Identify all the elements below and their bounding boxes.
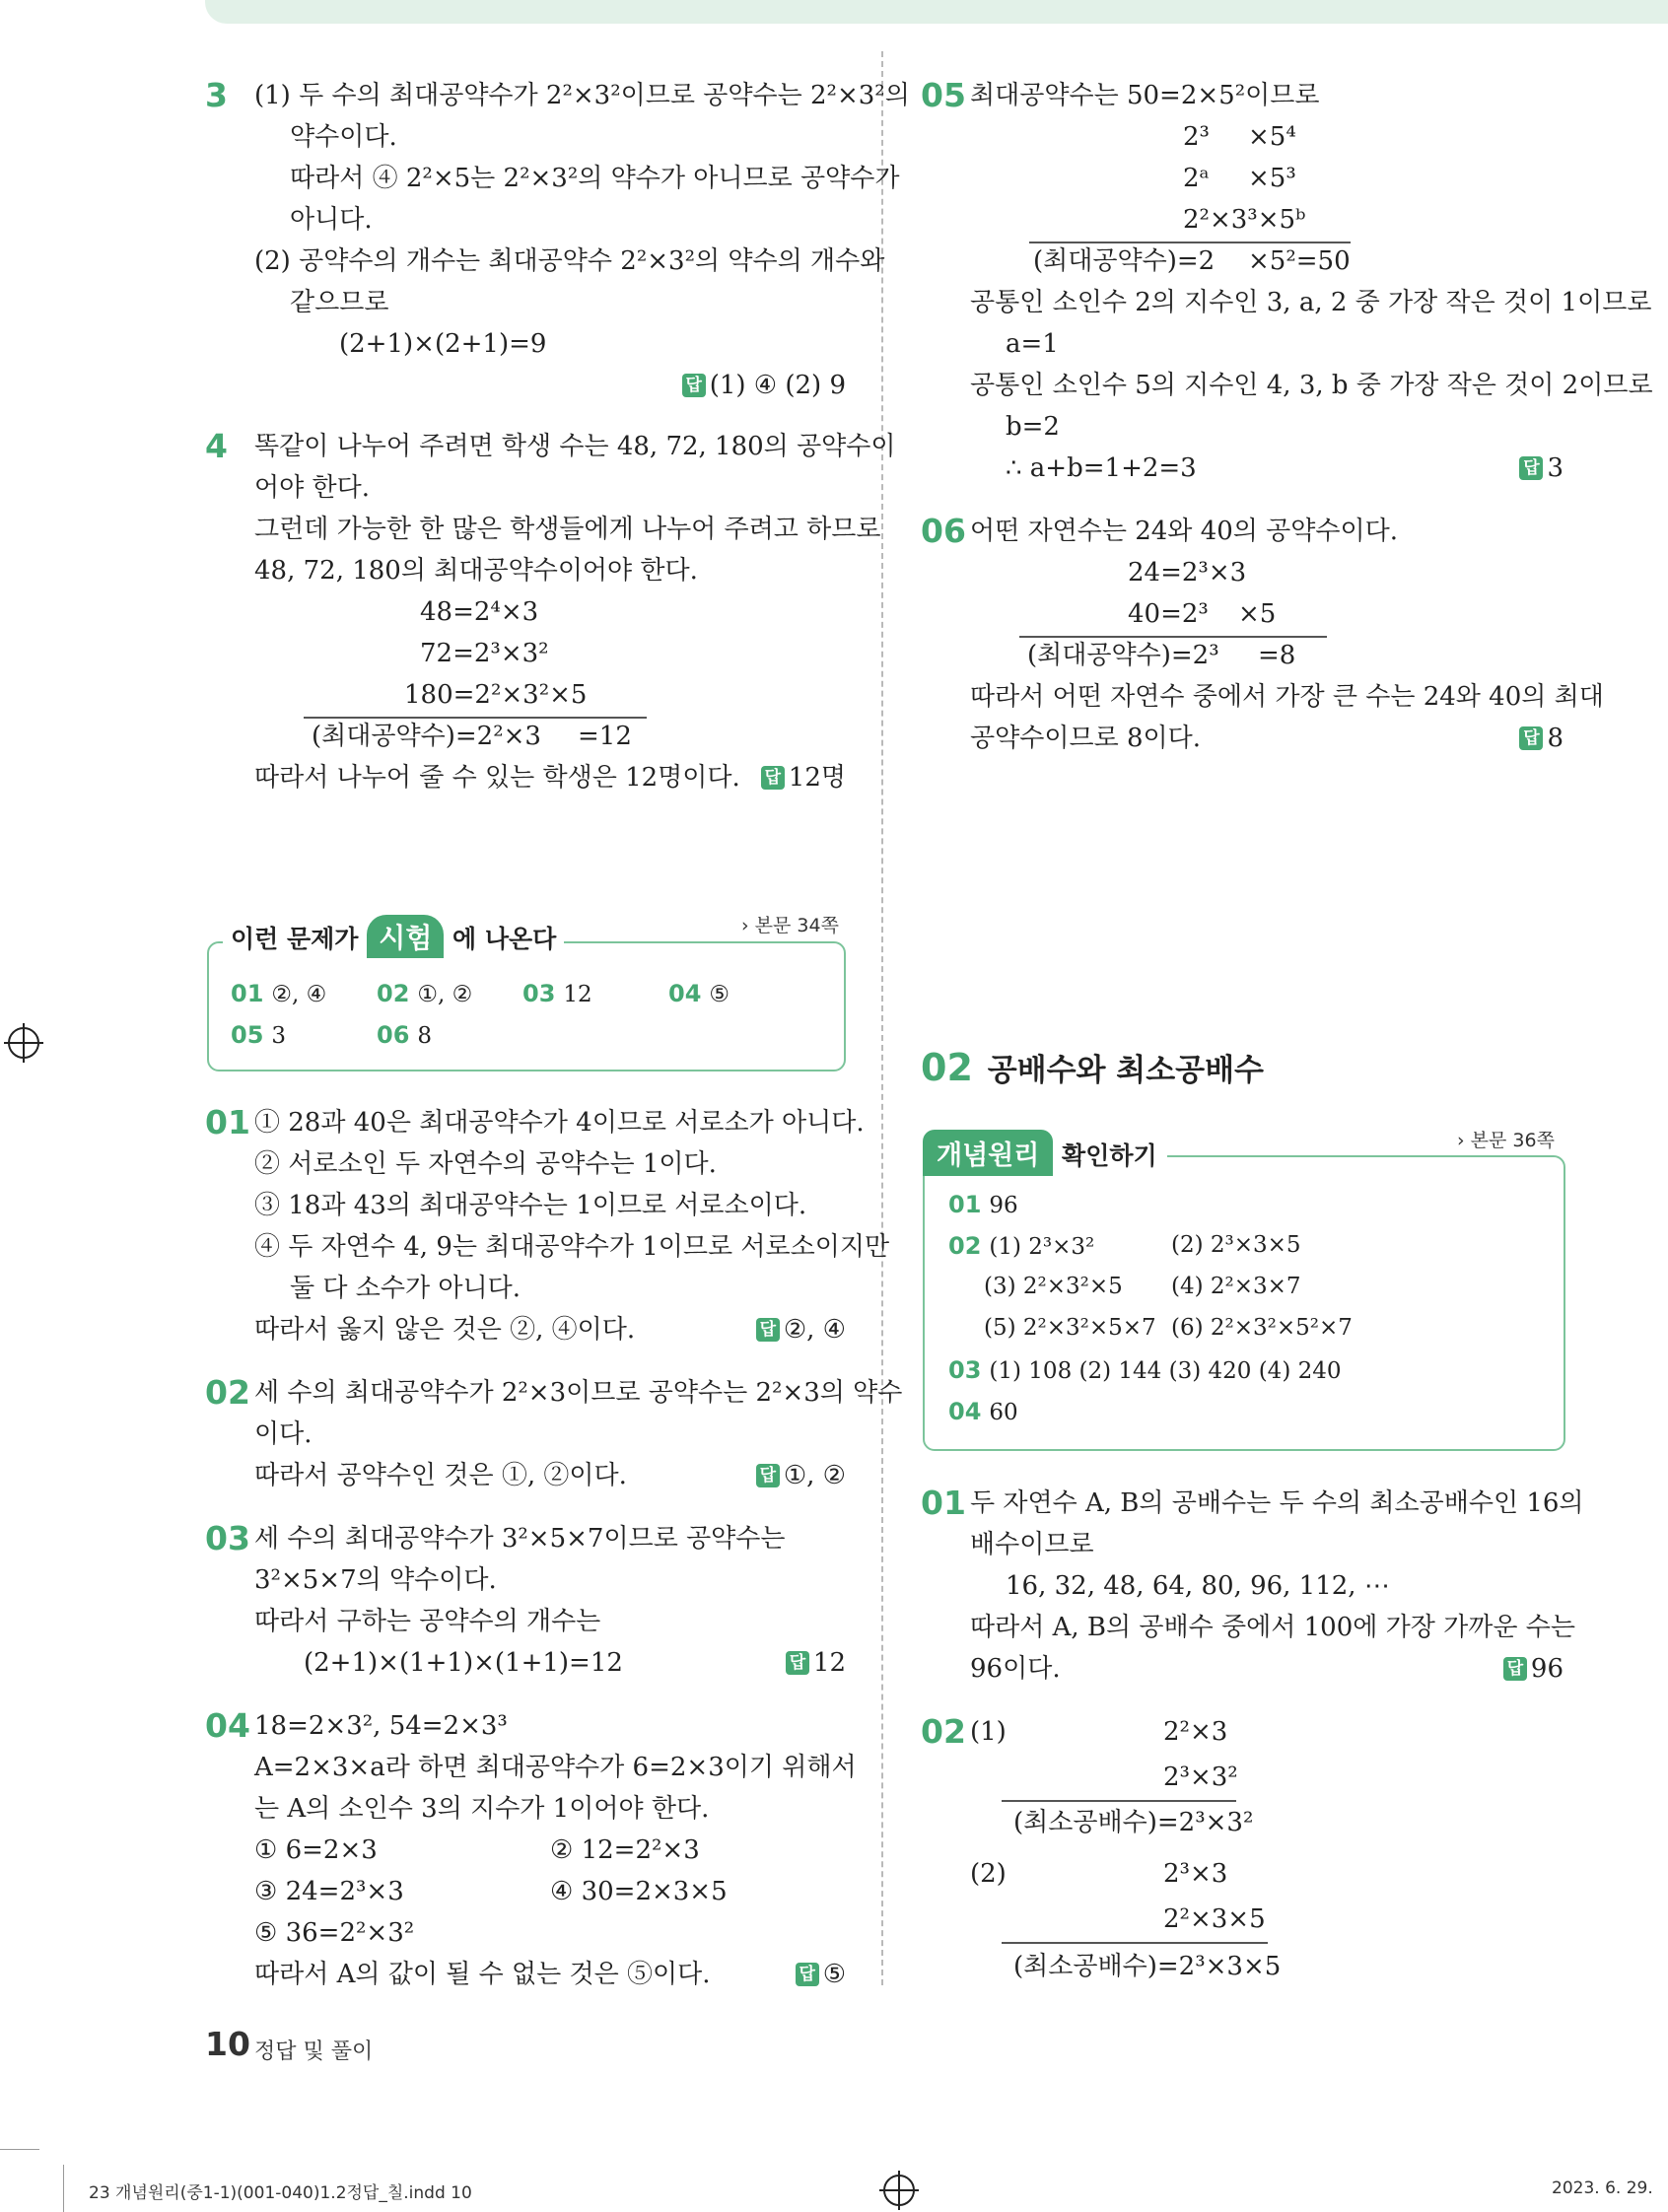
problem-number: 02 xyxy=(921,1712,966,1751)
item-value: (1) 2³×3² xyxy=(989,1234,1095,1260)
text-line: A=2×3×a라 하면 최대공약수가 6=2×3이기 위해서 xyxy=(254,1753,857,1782)
item-value: (2) 2³×3×5 xyxy=(1171,1232,1301,1258)
exam-solution-04 xyxy=(205,1705,857,1995)
problem-number: 01 xyxy=(921,1484,966,1522)
calc-row xyxy=(254,716,846,757)
text-line: 약수이다. xyxy=(290,122,397,152)
exam-item xyxy=(668,980,730,1007)
text-line: 3²×5×7의 약수이다. xyxy=(254,1565,497,1595)
text-line: 배수이므로 xyxy=(970,1530,1094,1559)
exam-solution-01 xyxy=(205,1102,890,1350)
option: ③ 24=2³×3 xyxy=(254,1877,404,1906)
text-line: 16, 32, 48, 64, 80, 96, 112, ⋯ xyxy=(1006,1571,1390,1601)
text-line: 최대공약수는 50=2×5²이므로 xyxy=(970,81,1320,110)
answer-value: ①, ② xyxy=(783,1461,846,1490)
item-value: ⑤ xyxy=(709,982,730,1007)
item-value: ②, ④ xyxy=(271,982,327,1007)
text-line-content: 96이다. xyxy=(970,1654,1061,1684)
calc-row xyxy=(254,591,846,633)
exam-solution-03 xyxy=(205,1518,846,1684)
slug-date: 2023. 6. 29. xyxy=(1552,2178,1653,2198)
option: ④ 30=2×3×5 xyxy=(550,1877,728,1906)
concept-solution-02 xyxy=(921,1711,1564,1987)
calc-row xyxy=(970,593,1564,635)
registration-mark-icon xyxy=(883,2175,915,2206)
text-line: 세 수의 최대공약수가 2²×3이므로 공약수는 2²×3의 약수 xyxy=(254,1378,903,1408)
calc-term: 2³ xyxy=(1183,122,1210,152)
answer-value: ②, ④ xyxy=(783,1315,846,1345)
exam-page-ref: › 본문 34쪽 xyxy=(741,915,839,936)
text-line: a=1 xyxy=(1006,329,1059,359)
slug-filename: 23 개념원리(중1-1)(001-040)1.2정답_칠.indd 10 xyxy=(89,2183,472,2203)
problem-number: 03 xyxy=(205,1519,250,1557)
calc-term: ×5⁴ xyxy=(1248,122,1296,152)
calc-term: 24=2³×3 xyxy=(1128,558,1247,588)
section-title: 공배수와 최소공배수 xyxy=(987,1053,1264,1088)
text-line: 는 A의 소인수 3의 지수가 1이어야 한다. xyxy=(254,1794,710,1824)
calc-term: 72=2³×3² xyxy=(420,639,549,668)
text-line-content: 공약수이므로 8이다. xyxy=(970,724,1201,753)
exam-item xyxy=(377,1021,432,1049)
item-number: 02 xyxy=(377,980,410,1007)
item-number: 01 xyxy=(231,980,264,1007)
left-column xyxy=(205,75,910,798)
text-line: 세 수의 최대공약수가 3²×5×7이므로 공약수는 xyxy=(254,1524,786,1554)
item-value: (6) 2²×3²×5²×7 xyxy=(1171,1315,1353,1341)
option-row xyxy=(254,1830,846,1871)
calc-row xyxy=(970,199,1564,241)
text-line: 따라서 ④ 2²×5는 2²×3²의 약수가 아니므로 공약수가 xyxy=(290,164,900,193)
item-value: 3 xyxy=(271,1023,287,1049)
answer-line xyxy=(761,757,846,798)
text-line: 둘 다 소수가 아니다. xyxy=(290,1274,521,1303)
calc-term: 2²×3 xyxy=(1163,1717,1228,1747)
option: ⑤ 36=2²×3² xyxy=(254,1918,415,1948)
concept-title-highlight: 개념원리 xyxy=(923,1130,1053,1176)
answer-icon: 답 xyxy=(761,766,785,790)
item-value: (5) 2²×3²×5×7 xyxy=(984,1315,1156,1341)
answer-line xyxy=(254,365,846,406)
item-number: 06 xyxy=(377,1021,410,1049)
exam-page-ref-text: 본문 34쪽 xyxy=(754,915,839,936)
answer-value: ⑤ xyxy=(822,1960,846,1989)
answer-value: 12 xyxy=(812,1648,846,1678)
text-line: 48, 72, 180의 최대공약수이어야 한다. xyxy=(254,556,698,586)
section-heading xyxy=(921,1045,1264,1089)
answer-value: 8 xyxy=(1547,724,1564,753)
concept-solution-01 xyxy=(921,1483,1584,1690)
item-number: 05 xyxy=(231,1021,264,1049)
item-number: 04 xyxy=(668,980,702,1007)
concept-box-title xyxy=(923,1130,1167,1176)
text-line: ③ 18과 43의 최대공약수는 1이므로 서로소이다. xyxy=(254,1191,807,1220)
answer-value: 96 xyxy=(1530,1654,1564,1684)
answer-icon: 답 xyxy=(1519,726,1543,750)
concept-title-b: 확인하기 xyxy=(1062,1141,1157,1170)
option-row xyxy=(254,1871,846,1912)
answer-value: 3 xyxy=(1547,453,1564,483)
calc-row xyxy=(970,1899,1564,1940)
section-solutions xyxy=(921,1483,1584,1987)
item-value: ①, ② xyxy=(417,982,473,1007)
crop-mark xyxy=(0,2149,39,2150)
registration-mark-icon xyxy=(8,1027,39,1059)
gcd-value: ×5²=50 xyxy=(1248,246,1351,276)
item-value: (1) 108 (2) 144 (3) 420 (4) 240 xyxy=(989,1358,1342,1384)
exam-solution-05 xyxy=(921,75,1653,489)
item-number: 03 xyxy=(948,1356,982,1384)
calc-term: 48=2⁴×3 xyxy=(420,597,539,627)
formula-content: (2+1)×(1+1)×(1+1)=12 xyxy=(304,1648,623,1678)
problem-number: 02 xyxy=(205,1373,250,1412)
gcd-result: (최대공약수)=2 xyxy=(1033,246,1216,276)
item-number: 04 xyxy=(948,1398,982,1425)
calc-rule xyxy=(1002,1942,1268,1944)
concept-page-ref: › 본문 36쪽 xyxy=(1457,1130,1555,1151)
item-value: 12 xyxy=(563,982,592,1007)
text-line: 18=2×3², 54=2×3³ xyxy=(254,1711,508,1741)
concept-item xyxy=(1171,1274,1301,1299)
text-line: 두 자연수 A, B의 공배수는 두 수의 최소공배수인 16의 xyxy=(970,1488,1584,1518)
exam-title-c: 에 나온다 xyxy=(452,925,557,953)
answer-icon: 답 xyxy=(1519,456,1543,480)
item-value: 8 xyxy=(417,1023,433,1049)
text-line: 따라서 구하는 공약수의 개수는 xyxy=(254,1607,601,1636)
text-line xyxy=(254,757,846,798)
text-line: ② 서로소인 두 자연수의 공약수는 1이다. xyxy=(254,1149,717,1179)
text-line: (1) 두 수의 최대공약수가 2²×3²이므로 공약수는 2²×3²의 xyxy=(254,81,910,110)
item-value: 60 xyxy=(989,1400,1018,1425)
gcd-value: =12 xyxy=(578,722,632,751)
part-label: (2) xyxy=(970,1859,1007,1889)
calc-term: ×5³ xyxy=(1248,164,1296,193)
formula-line: (2+1)×(2+1)=9 xyxy=(339,329,547,359)
calc-term: 2³×3² xyxy=(1163,1763,1238,1792)
top-color-band xyxy=(205,0,1668,24)
concept-item xyxy=(984,1315,1156,1341)
calc-term: 180=2²×3²×5 xyxy=(404,680,588,710)
exam-box-title xyxy=(223,915,564,958)
concept-item xyxy=(948,1356,1342,1384)
concept-item xyxy=(1171,1232,1301,1258)
calc-term: 2²×3³×5ᵇ xyxy=(1183,205,1306,235)
answer-line xyxy=(756,1455,846,1496)
solution-3 xyxy=(205,75,910,406)
answer-icon: 답 xyxy=(1503,1657,1527,1681)
answer-icon: 답 xyxy=(756,1318,780,1342)
answer-line xyxy=(1519,448,1564,489)
text-line: 어야 한다. xyxy=(254,473,370,503)
problem-number: 05 xyxy=(921,76,966,114)
concept-page-ref-text: 본문 36쪽 xyxy=(1470,1130,1555,1151)
answer-value: (1) ④ (2) 9 xyxy=(709,371,846,400)
text-line xyxy=(254,1309,846,1350)
calc-row xyxy=(970,552,1564,593)
section-number: 02 xyxy=(921,1046,973,1089)
text-line: ① 28과 40은 최대공약수가 4이므로 서로소가 아니다. xyxy=(254,1108,865,1138)
text-line: 아니다. xyxy=(290,205,373,235)
text-line xyxy=(970,448,1564,489)
gcd-result: (최대공약수)=2³ xyxy=(1027,641,1219,670)
text-line: 공통인 소인수 5의 지수인 4, 3, b 중 가장 작은 것이 2이므로 xyxy=(970,371,1653,400)
calc-term: 2²×3×5 xyxy=(1163,1904,1266,1934)
item-number: 03 xyxy=(522,980,556,1007)
calc-row xyxy=(254,633,846,674)
exam-item xyxy=(231,1021,286,1049)
item-number: 01 xyxy=(948,1191,982,1218)
text-line: 똑같이 나누어 주려면 학생 수는 48, 72, 180의 공약수이 xyxy=(254,432,896,461)
problem-number: 06 xyxy=(921,512,966,550)
calc-row xyxy=(254,674,846,716)
text-line-content: 따라서 공약수인 것은 ①, ②이다. xyxy=(254,1461,627,1490)
option-row xyxy=(254,1912,846,1954)
text-line: 어떤 자연수는 24와 40의 공약수이다. xyxy=(970,517,1398,546)
answer-icon: 답 xyxy=(682,374,706,397)
crop-mark xyxy=(63,2165,64,2212)
page-number: 10 xyxy=(205,2025,250,2063)
answer-icon: 답 xyxy=(796,1963,819,1986)
text-line xyxy=(970,718,1564,759)
exam-item xyxy=(522,980,592,1007)
item-value: (3) 2²×3²×5 xyxy=(984,1274,1123,1299)
calc-row xyxy=(970,1711,1564,1753)
answer-line xyxy=(786,1642,846,1684)
exam-title-highlight: 시험 xyxy=(367,915,444,958)
calc-term: 40=2³ xyxy=(1128,599,1209,629)
text-line: 그런데 가능한 한 많은 학생들에게 나누어 주려고 하므로 xyxy=(254,515,881,544)
concept-item xyxy=(948,1232,1094,1260)
item-value: (4) 2²×3×7 xyxy=(1171,1274,1301,1299)
problem-number: 04 xyxy=(205,1706,250,1745)
calc-row xyxy=(970,158,1564,199)
exam-solution-06 xyxy=(921,511,1604,759)
answer-icon: 답 xyxy=(786,1651,809,1675)
calc-row xyxy=(970,116,1564,158)
answer-line xyxy=(1519,718,1564,759)
text-line: 같으므로 xyxy=(290,288,389,317)
footer-label: 정답 및 풀이 xyxy=(254,2039,374,2064)
lcm-result: (최소공배수)=2³×3² xyxy=(1013,1808,1254,1837)
problem-number: 01 xyxy=(205,1103,250,1141)
text-line: ④ 두 자연수 4, 9는 최대공약수가 1이므로 서로소이지만 xyxy=(254,1232,890,1262)
text-line xyxy=(254,1954,846,1995)
calc-row xyxy=(970,1946,1564,1987)
lcm-result: (최소공배수)=2³×3×5 xyxy=(1013,1952,1282,1981)
exam-item xyxy=(377,980,472,1007)
answer-line xyxy=(1503,1648,1564,1690)
problem-number: 4 xyxy=(205,427,228,465)
exam-solution-02 xyxy=(205,1372,903,1496)
calc-row xyxy=(970,1802,1564,1843)
formula-line xyxy=(254,1642,846,1684)
option: ① 6=2×3 xyxy=(254,1835,378,1865)
text-line-content: 따라서 옳지 않은 것은 ②, ④이다. xyxy=(254,1315,636,1345)
answer-icon: 답 xyxy=(756,1464,780,1487)
text-line: b=2 xyxy=(1006,412,1060,442)
calc-term: ×5 xyxy=(1238,599,1277,629)
text-line: (2) 공약수의 개수는 최대공약수 2²×3²의 약수의 개수와 xyxy=(254,246,885,276)
text-line-content: 따라서 나누어 줄 수 있는 학생은 12명이다. xyxy=(254,763,740,793)
text-line: 공통인 소인수 2의 지수인 3, a, 2 중 가장 작은 것이 1이므로 xyxy=(970,288,1652,317)
solution-4 xyxy=(205,426,896,798)
text-line: 따라서 어떤 자연수 중에서 가장 큰 수는 24와 40의 최대 xyxy=(970,682,1604,712)
concept-item xyxy=(948,1398,1018,1425)
gcd-result: (최대공약수)=2²×3 xyxy=(312,722,541,751)
concept-item xyxy=(948,1191,1018,1218)
calc-row xyxy=(970,1757,1564,1798)
column-divider xyxy=(881,51,883,1985)
calc-row xyxy=(970,241,1564,282)
item-number: 02 xyxy=(948,1232,982,1260)
text-line: 이다. xyxy=(254,1419,313,1449)
calc-row xyxy=(970,635,1564,676)
calc-term: 2ᵃ xyxy=(1183,164,1210,193)
part-label: (1) xyxy=(970,1717,1007,1747)
answer-line xyxy=(796,1954,846,1995)
text-line: 따라서 A, B의 공배수 중에서 100에 가장 가까운 수는 xyxy=(970,1613,1575,1642)
exam-title-a: 이런 문제가 xyxy=(231,925,359,953)
right-column xyxy=(921,75,1653,759)
concept-item xyxy=(984,1274,1123,1299)
text-line xyxy=(970,1648,1564,1690)
exam-solutions xyxy=(205,1102,903,1995)
gcd-value: =8 xyxy=(1258,641,1296,670)
option: ② 12=2²×3 xyxy=(550,1835,700,1865)
calc-row xyxy=(970,1853,1564,1895)
answer-value: 12명 xyxy=(788,763,846,793)
text-line xyxy=(254,1455,846,1496)
item-value: 96 xyxy=(989,1193,1018,1218)
concept-item xyxy=(1171,1315,1353,1341)
text-line-content: ∴ a+b=1+2=3 xyxy=(1006,453,1197,483)
exam-item xyxy=(231,980,326,1007)
problem-number: 3 xyxy=(205,76,228,114)
answer-line xyxy=(756,1309,846,1350)
concept-answer-box xyxy=(923,1155,1565,1451)
text-line-content: 따라서 A의 값이 될 수 없는 것은 ⑤이다. xyxy=(254,1960,711,1989)
calc-term: 2³×3 xyxy=(1163,1859,1228,1889)
